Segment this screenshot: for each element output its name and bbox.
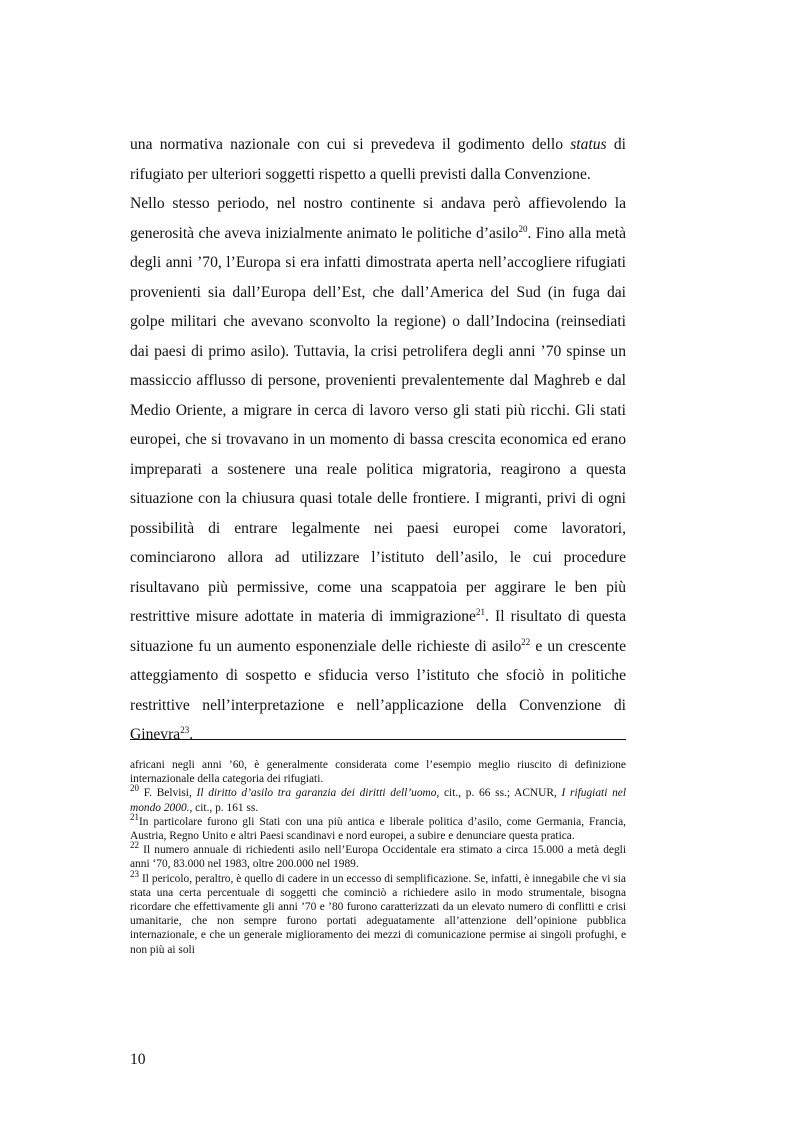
footnote-ref-20[interactable]: 20 — [518, 223, 528, 234]
footnote-number: 21 — [130, 812, 139, 823]
footnote-ref-23[interactable]: 23 — [180, 724, 190, 735]
paragraph-2 — [130, 189, 626, 750]
page-number: 10 — [130, 1051, 146, 1068]
text-run: Nello stesso periodo, nel nostro continente si andava però affievolendo la generosità che aveva inizialmente animato le politiche d’asilo — [130, 195, 626, 242]
footnote-21 — [130, 812, 626, 843]
footnote-separator — [130, 739, 626, 740]
footnote-continuation: africani negli anni ’60, è generalmente considerata come l’esempio meglio riuscito di definizione internazionale della categoria dei rifugiati. — [130, 759, 626, 786]
text-run: cit., p. 66 ss.; ACNUR, — [439, 787, 562, 800]
footnote-ref-21[interactable]: 21 — [475, 606, 485, 617]
text-run: , cit., p. 161 ss. — [189, 801, 259, 814]
footnote-number: 20 — [130, 783, 139, 794]
text-run: di rifugiato per ulteriori soggetti rispetto a quelli previsti dalla Convenzione. — [130, 136, 626, 183]
body-text — [130, 130, 626, 750]
footnote-22 — [130, 840, 626, 871]
footnotes — [130, 758, 626, 957]
footnote-23 — [130, 868, 626, 957]
text-run: Il pericolo, peraltro, è quello di cadere in un eccesso di semplificazione. Se, infatti, è innegabile che vi sia stata una certa percentuale di soggetti che cominciò a richiedere asilo in modo strumentale, bisogna ricordare che effettivamente gli anni ’70 e ’80 furono caratterizzati da un elevato numero di conflitti e crisi umanitarie, che non sempre furono portati adeguatamente all’attenzione dell’opinione pubblica internazionale, e che un generale miglioramento dei mezzi di comunicazione permise ai singoli profughi, e non più ai soli — [130, 872, 626, 956]
footnote-ref-22[interactable]: 22 — [521, 636, 531, 647]
text-run: F. Belvisi, — [139, 787, 197, 800]
text-run: . Il risultato di questa situazione fu un aumento esponenziale delle richieste di asilo — [130, 608, 626, 655]
text-run: e un crescente atteggiamento di sospetto e sfiducia verso l’istituto che sfociò in politiche restrittive nell’interpretazione e nell’applicazione della Convenzione di Ginevra — [130, 637, 626, 743]
text-run: una normativa nazionale con cui si prevedeva il godimento dello — [130, 136, 571, 153]
text-run: . Fino alla metà degli anni ’70, l’Europa si era infatti dimostrata aperta nell’accogliere rifugiati provenienti sia dall’Europa dell’Est, che dall’America del Sud (in fuga dai golpe militari che avevano sconvolto la regione) o dall’Indocina (reinsediati dai paesi di primo asilo). Tuttavia, la crisi petrolifera degli anni ’70 spinse un massiccio afflusso di persone, provenienti prevalentemente dal Maghreb e dal Medio Oriente, a migrare in cerca di lavoro verso gli stati più ricchi. Gli stati europei, che si trovavano in un momento di bassa crescita economica ed erano impreparati a sostenere una reale politica migratoria, reagirono a questa situazione con la chiusura quasi totale delle frontiere. I migranti, privi di ogni possibilità di entrare legalmente nei paesi europei come lavoratori, cominciarono allora ad utilizzare l’istituto dell’asilo, le cui procedure risultavano più permissive, come una scappatoia per aggirare le ben più restrittive misure adottate in materia di immigrazione — [130, 224, 626, 625]
italic-title: I rifugiati nel mondo 2000. — [130, 787, 627, 814]
footnote-20 — [130, 783, 627, 814]
italic-title: Il diritto d’asilo tra garanzia dei diritti dell’uomo, — [196, 787, 440, 800]
footnote-number: 23 — [130, 868, 139, 879]
text-run: In particolare furono gli Stati con una più antica e liberale politica d’asilo, come Germania, Francia, Austria, Regno Unito e altri Paesi scandinavi e nord europei, a subire e denunciare questa pratica. — [130, 815, 626, 843]
paragraph-1 — [130, 130, 626, 189]
italic-term: status — [570, 136, 607, 153]
footnote-number: 22 — [130, 840, 139, 851]
text-run: Il numero annuale di richiedenti asilo nell’Europa Occidentale era stimato a circa 15.000 a metà degli anni ‘70, 83.000 nel 1983, oltre 200.000 nel 1989. — [130, 844, 626, 871]
text-run: . — [189, 726, 194, 743]
